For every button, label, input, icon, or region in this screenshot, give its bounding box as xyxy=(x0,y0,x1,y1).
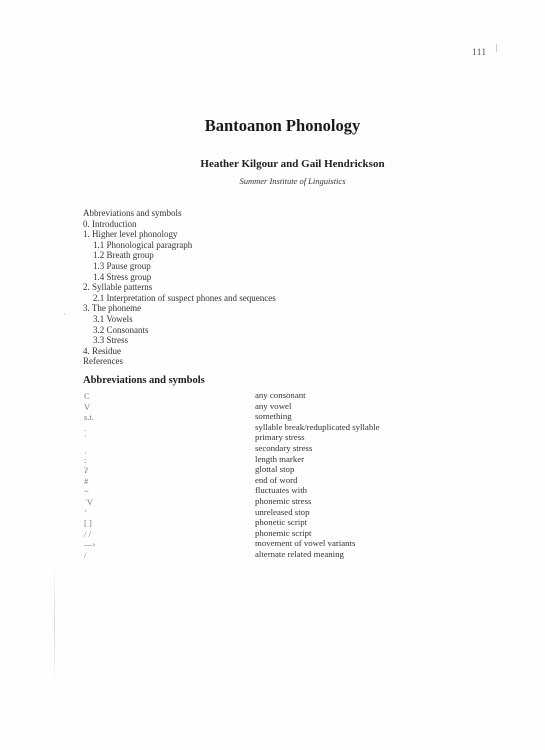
abbreviation-symbol: ˌ xyxy=(84,443,87,454)
abbreviation-symbol: : xyxy=(84,454,87,465)
table-of-contents xyxy=(83,208,276,367)
abbreviation-meaning: any vowel xyxy=(255,400,292,411)
abbreviation-meaning: phonetic script xyxy=(255,517,308,528)
abbreviation-meaning: alternate related meaning xyxy=(255,548,344,559)
abbreviation-symbol: ˈV xyxy=(84,496,93,507)
abbreviation-symbol: / xyxy=(84,549,87,560)
author-affiliation: Summer Institute of Linguistics xyxy=(239,176,346,186)
abbreviation-meaning: phonemic script xyxy=(255,527,312,538)
abbreviation-meaning: secondary stress xyxy=(255,442,313,453)
abbreviation-symbol: ~ xyxy=(84,486,89,497)
toc-entry: 2.1 Interpretation of suspect phones and sequences xyxy=(93,292,276,303)
toc-entry: References xyxy=(83,356,123,367)
toc-entry: 3.3 Stress xyxy=(93,335,129,346)
abbreviation-symbol: V xyxy=(84,401,91,412)
toc-entry: 3.2 Consonants xyxy=(93,324,149,335)
toc-entry: 2. Syllable patterns xyxy=(83,282,153,293)
edge-mark xyxy=(496,44,497,52)
abbreviation-symbols-column xyxy=(84,391,95,561)
abbreviation-meaning: glottal stop xyxy=(255,464,295,475)
paper-title: Bantoanon Phonology xyxy=(204,116,361,135)
abbreviation-symbol: . xyxy=(84,422,87,433)
abbreviations-heading: Abbreviations and symbols xyxy=(83,375,205,386)
toc-entry: 3.1 Vowels xyxy=(93,313,133,324)
abbreviation-meanings-column xyxy=(255,390,380,560)
paper-authors: Heather Kilgour and Gail Hendrickson xyxy=(200,158,385,170)
abbreviation-symbol: C xyxy=(84,391,90,401)
abbreviation-meaning: fluctuates with xyxy=(255,485,308,496)
toc-entry: 4. Residue xyxy=(83,345,121,356)
abbreviation-meaning: syllable break/reduplicated syllable xyxy=(255,421,380,432)
toc-entry: 3. The phoneme xyxy=(83,303,142,314)
toc-entry: 0. Introduction xyxy=(83,218,137,229)
abbreviation-meaning: movement of vowel variants xyxy=(255,538,356,549)
toc-entry: 1.1 Phonological paragraph xyxy=(93,239,193,250)
abbreviation-symbol: ʔ xyxy=(84,465,88,476)
abbreviation-symbol: ˺ xyxy=(84,507,87,518)
scan-speck: · xyxy=(63,310,66,319)
scan-edge-shadow xyxy=(54,560,55,690)
abbreviation-symbol: s.t. xyxy=(84,412,94,423)
abbreviation-symbol: ˈ xyxy=(84,433,87,444)
page-number: 111 xyxy=(472,48,487,58)
toc-entry: 1.2 Breath group xyxy=(93,250,154,261)
abbreviation-meaning: unreleased stop xyxy=(255,506,310,517)
toc-entry: 1.4 Stress group xyxy=(93,271,152,282)
abbreviation-meaning: something xyxy=(255,411,292,422)
abbreviation-symbol: / / xyxy=(84,528,91,539)
abbreviation-meaning: end of word xyxy=(255,474,298,485)
toc-entry: 1.3 Pause group xyxy=(93,260,151,271)
abbreviation-symbol: [ ] xyxy=(84,518,92,529)
toc-entry: 1. Higher level phonology xyxy=(83,229,178,240)
abbreviation-meaning: length marker xyxy=(255,453,305,464)
abbreviation-meaning: primary stress xyxy=(255,432,305,443)
abbreviation-symbol: # xyxy=(84,475,89,486)
abbreviation-meaning: any consonant xyxy=(255,390,306,400)
abbreviation-symbol: —› xyxy=(84,539,96,550)
toc-entry: Abbreviations and symbols xyxy=(83,208,182,218)
abbreviation-meaning: phonemic stress xyxy=(255,495,312,506)
